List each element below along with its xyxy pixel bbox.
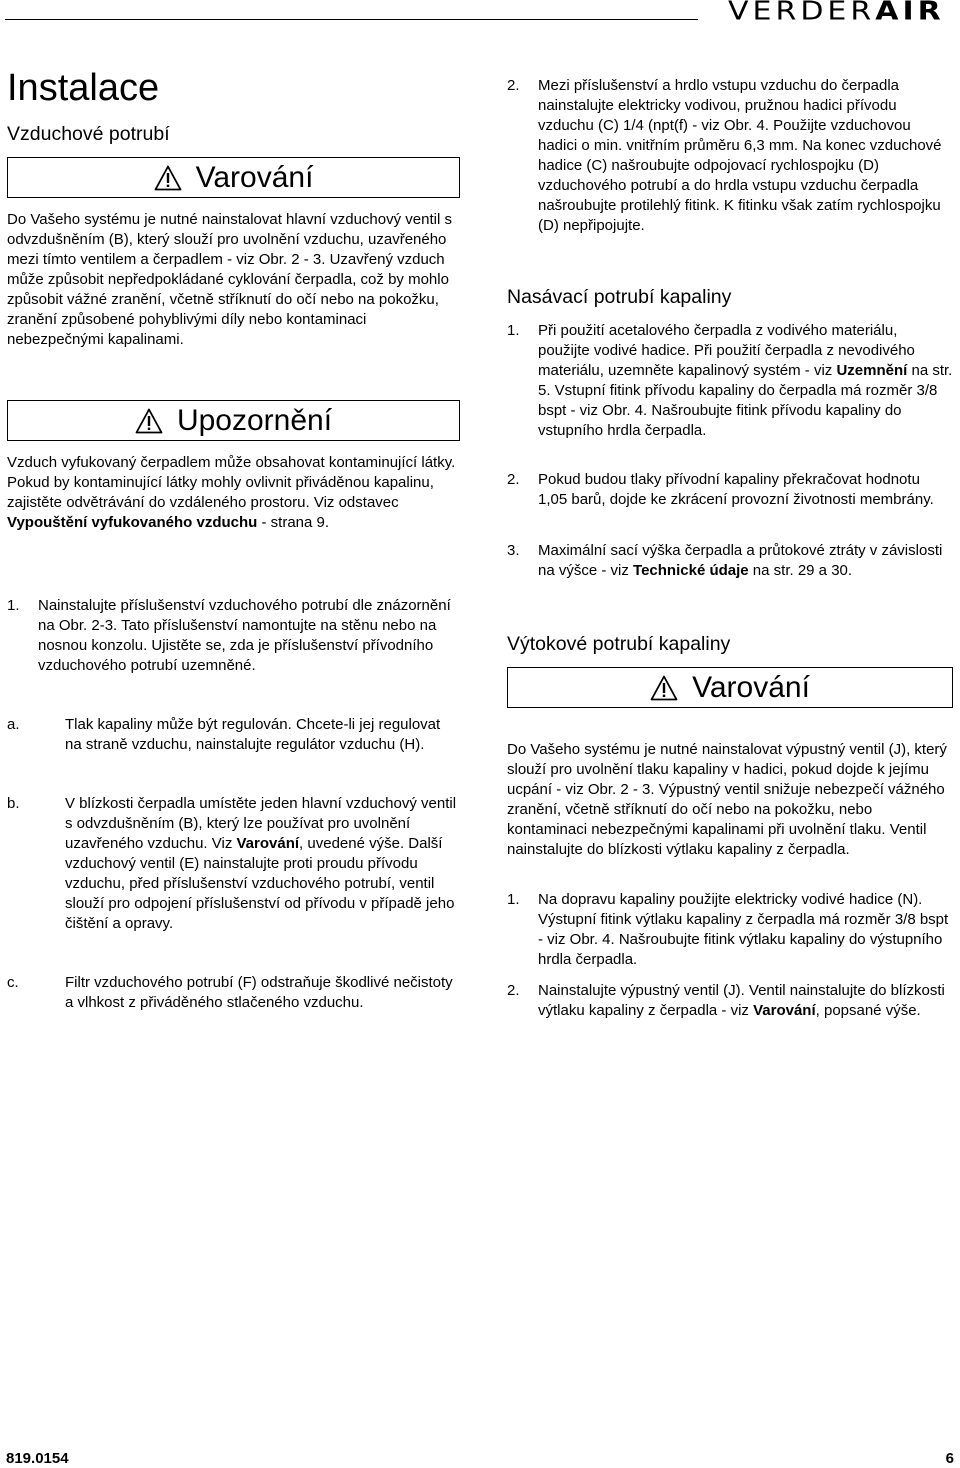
page-title: Instalace [7, 67, 160, 109]
warning-triangle-icon [650, 675, 678, 701]
caution-text: Vzduch vyfukovaný čerpadlem může obsahovat kontaminující látky. Pokud by kontaminující látky mohly ovlivnit přiváděnou kapalinu, zajistěte odvětrávání do vzdáleného prostoru. Viz odstavec Vypouštění vyfukovaného vzduchu - strana 9. [7, 454, 456, 531]
header-rule [5, 19, 698, 20]
list-item: 2. Nainstalujte výpustný ventil (J). Ventil nainstalujte do blízkosti výtlaku kapaliny z čerpadla - viz Varování, popsané výše. [507, 982, 945, 1019]
warning-triangle-icon [154, 165, 182, 191]
list-item: 3. Maximální sací výška čerpadla a průtokové ztráty v závislosti na výšce - viz Technické údaje na str. 29 a 30. [507, 542, 943, 579]
warning-text: Do Vašeho systému je nutné nainstalovat výpustný ventil (J), který slouží pro uvolnění tlaku kapaliny v hadici, pokud dojde k jejímu ucpání - viz Obr. 2 - 3. Výpustný ventil snižuje nebezpečí vážného zranění, včetně stříknutí do očí nebo na pokožku, nebo kontaminaci nebezpečnými kapalinami při uvolnění tlaku. Ventil nainstalujte do blízkosti výtlaku kapaliny z čerpadla. [507, 741, 947, 858]
list-item: 1. Na dopravu kapaliny použijte elektricky vodivé hadice (N). Výstupní fitink výtlaku kapaliny z čerpadla má rozměr 3/8 bspt - viz Obr. 4. Našroubujte fitink výtlaku kapaliny do výstupního hrdla čerpadla. [507, 891, 949, 968]
caution-box [7, 400, 460, 441]
warning-label: Varování [195, 160, 314, 194]
page-number: 6 [945, 1450, 954, 1467]
list-item: 2. Mezi příslušenství a hrdlo vstupu vzduchu do čerpadla nainstalujte elektricky vodivou, pružnou hadici přívodu vzduchu (C) 1/4 (npt(f) - viz Obr. 4. Použijte vzduchovou hadici o min. vnitřním průměru 6,3 mm. Na konec vzduchové hadice (C) našroubujte odpojovací rychlospojku (D) vzduchového potrubí a do hrdla vstupu vzduchu čerpadla našroubujte protilehlý fitink. K fitinku však zatím rychlospojku (D) nepřipojujte. [507, 77, 942, 234]
section-heading-suction: Nasávací potrubí kapaliny [507, 286, 732, 308]
list-item: 2. Pokud budou tlaky přívodní kapaliny překračovat hodnotu 1,05 barů, dojde ke zkrácení provozní životnosti membrány. [507, 471, 934, 508]
warning-box [7, 157, 460, 198]
warning-triangle-icon [135, 408, 163, 434]
document-number: 819.0154 [6, 1450, 69, 1467]
caution-label: Upozornění [176, 403, 333, 437]
list-item: b. V blízkosti čerpadla umístěte jeden hlavní vzduchový ventil s odvzdušněním (B), který lze používat pro uvolnění uzavřeného vzduchu. Viz Varování, uvedené výše. Další vzduchový ventil (E) nainstalujte proti proudu přívodu vzduchu, před příslušenství vzduchového potrubí, ventil slouží pro odpojení příslušenství od přívodu v případě jeho čištění a opravy. [7, 795, 457, 932]
list-item: 1. Při použití acetalového čerpadla z vodivého materiálu, použijte vodivé hadice. Při použití čerpadla z nevodivého materiálu, uzemněte kapalinový systém - viz Uzemnění na str. 5. Vstupní fitink přívodu kapaliny do čerpadla má rozměr 3/8 bspt - viz Obr. 4. Našroubujte fitink přívodu kapaliny do vstupního hrdla čerpadla. [507, 322, 953, 439]
section-heading-air-line: Vzduchové potrubí [7, 123, 170, 145]
verder-air-logo: VERDERAIR [728, 0, 945, 27]
section-heading-outlet: Výtokové potrubí kapaliny [507, 633, 731, 655]
warning-label: Varování [692, 670, 810, 704]
list-item: a. Tlak kapaliny může být regulován. Chcete-li jej regulovat na straně vzduchu, nainstalujte regulátor vzduchu (H). [7, 716, 441, 753]
warning-text: Do Vašeho systému je nutné nainstalovat hlavní vzduchový ventil s odvzdušněním (B), který slouží pro uvolnění vzduchu, uzavřeného mezi tímto ventilem a čerpadlem - viz Obr. 2 - 3. Uzavřený vzduch může způsobit nepředpokládané cyklování čerpadla, což by mohlo způsobit vážné zranění, včetně stříknutí do očí nebo na pokožku, zranění způsobené pohyblivými díly nebo kontaminaci nebezpečnými kapalinami. [7, 211, 452, 348]
warning-box [507, 667, 953, 708]
list-item: 1. Nainstalujte příslušenství vzduchového potrubí dle znázornění na Obr. 2-3. Tato příslušenství namontujte na stěnu nebo na nosnou konzolu. Ujistěte se, zda je příslušenství přívodního vzduchového potrubí uzemněné. [7, 597, 451, 674]
list-item: c. Filtr vzduchového potrubí (F) odstraňuje škodlivé nečistoty a vlhkost z přiváděného stlačeného vzduchu. [7, 974, 453, 1011]
